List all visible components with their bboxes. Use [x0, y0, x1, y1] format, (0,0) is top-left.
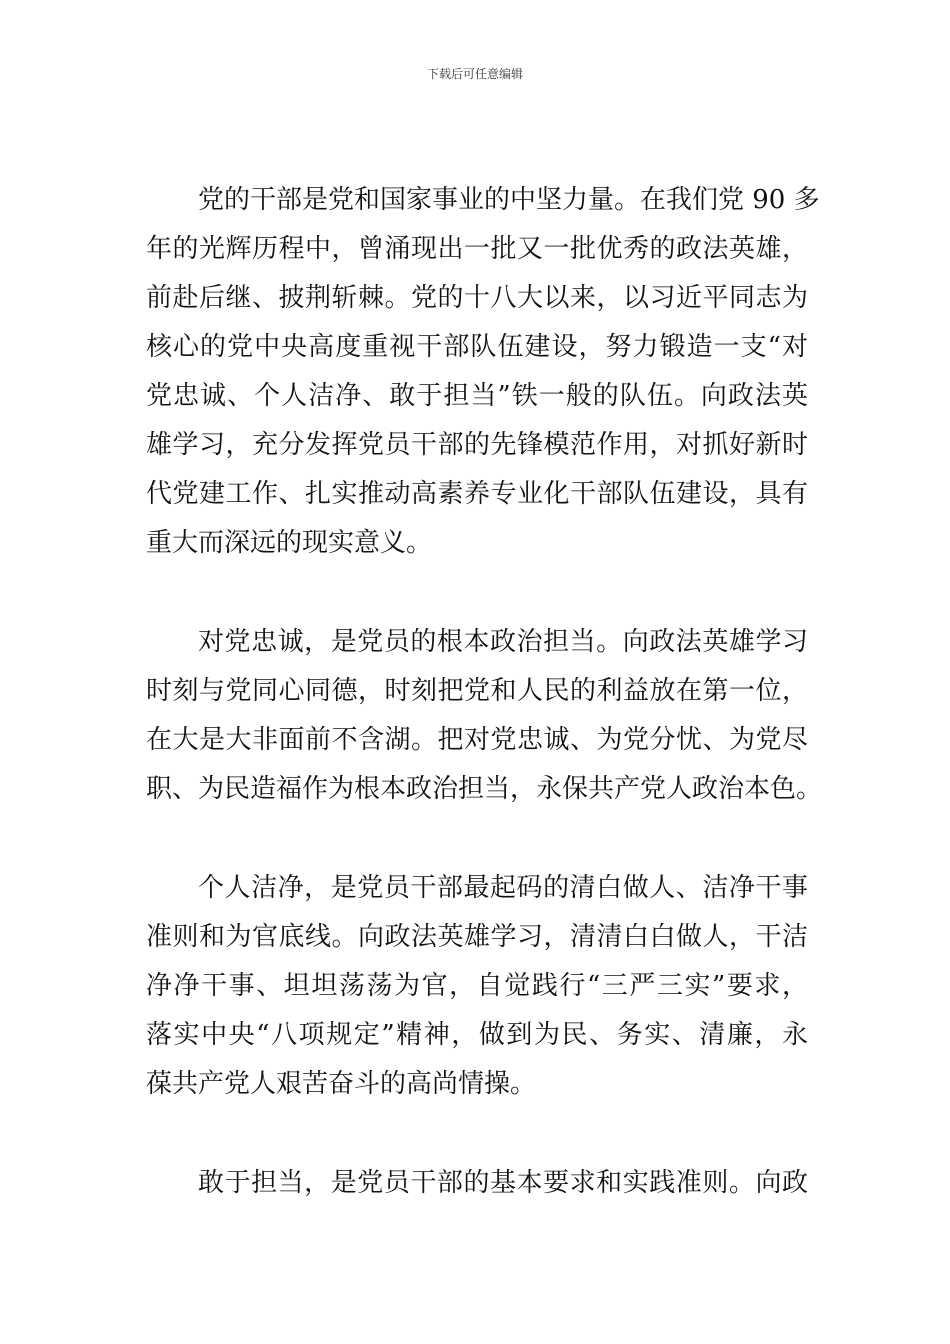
paragraph-3: [146, 864, 808, 1109]
paragraph-line: 落实中央“八项规定”精神，做到为民、务实、清廉，永: [146, 1020, 808, 1050]
paragraph-line: 个人洁净，是党员干部最起码的清白做人、洁净干事: [198, 873, 808, 903]
paragraph-line: 准则和为官底线。向政法英雄学习，清清白白做人，干洁: [146, 922, 808, 952]
page-header: 下载后可任意编辑: [426, 67, 523, 81]
paragraph-line: 核心的党中央高度重视干部队伍建设，努力锻造一支“对: [146, 332, 808, 362]
paragraph-line: 在大是大非面前不含湖。把对党忠诚、为党分忧、为党尽: [146, 725, 808, 755]
paragraph-line: 时刻与党同心同德，时刻把党和人民的利益放在第一位，: [146, 676, 808, 706]
paragraph-line: 净净干事、坦坦荡荡为官，自觉践行“三严三实”要求，: [146, 971, 808, 1001]
paragraph-line: 职、为民造福作为根本政治担当，永保共产党人政治本色。: [146, 774, 823, 804]
paragraph-1: [146, 176, 820, 568]
paragraph-line: 葆共产党人艰苦奋斗的高尚情操。: [146, 1069, 537, 1099]
paragraph-line: 年的光辉历程中，曾涌现出一批又一批优秀的政法英雄，: [146, 234, 808, 264]
paragraph-line: 敢于担当，是党员干部的基本要求和实践准则。向政: [198, 1168, 808, 1198]
paragraph-line: 对党忠诚，是党员的根本政治担当。向政法英雄学习: [198, 627, 808, 657]
paragraph-line: 代党建工作、扎实推动高素养专业化干部队伍建设，具有: [146, 479, 808, 509]
paragraph-line: 前赴后继、披荆斩棘。党的十八大以来，以习近平同志为: [146, 283, 808, 313]
paragraph-line: 党的干部是党和国家事业的中坚力量。在我们党 90 多: [198, 185, 820, 215]
document-body: [146, 176, 823, 1258]
paragraph-line: 党忠诚、个人洁净、敢于担当”铁一般的队伍。向政法英: [146, 381, 808, 411]
paragraph-2: [146, 618, 823, 814]
paragraph-line: 重大而深远的现实意义。: [146, 528, 433, 558]
paragraph-line: 雄学习，充分发挥党员干部的先锋模范作用，对抓好新时: [146, 430, 808, 460]
paragraph-4: [146, 1159, 808, 1208]
